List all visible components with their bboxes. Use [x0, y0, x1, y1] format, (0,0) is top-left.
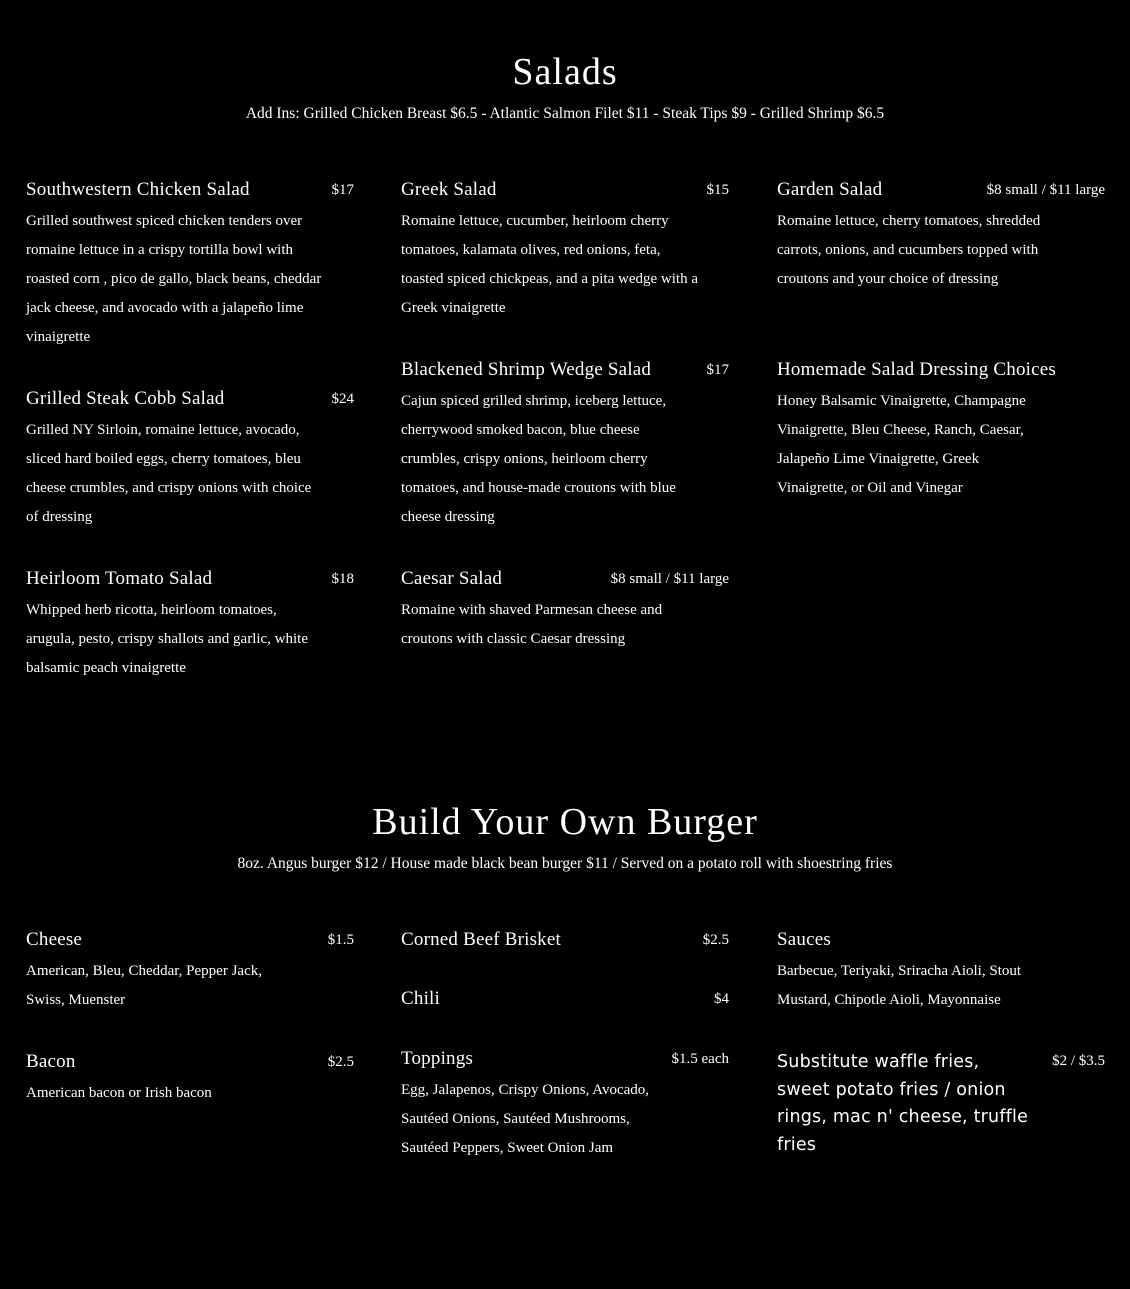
item-price: $4: [714, 991, 729, 1007]
item-name: Grilled Steak Cobb Salad: [26, 388, 225, 409]
item-name: Heirloom Tomato Salad: [26, 568, 213, 589]
menu-item: [401, 567, 729, 654]
menu-item: [401, 1047, 729, 1163]
item-name: Bacon: [26, 1051, 76, 1072]
item-price: $24: [331, 391, 354, 407]
item-name: Corned Beef Brisket: [401, 929, 561, 950]
menu-item: [401, 358, 729, 532]
menu-item: [401, 178, 729, 323]
item-price: $15: [706, 182, 729, 198]
item-price: $1.5 each: [671, 1051, 729, 1067]
burger-section: [0, 800, 1130, 874]
item-description: American, Bleu, Cheddar, Pepper Jack, Swiss, Muenster: [26, 963, 262, 1008]
item-description: Honey Balsamic Vinaigrette, Champagne Vinaigrette, Bleu Cheese, Ranch, Caesar, Jalapeño Lime Vinaigrette, Greek Vinaigrette, or Oil and Vinegar: [777, 393, 1026, 496]
menu-item: [26, 178, 354, 352]
item-name: Sauces: [777, 929, 831, 950]
item-description: Whipped herb ricotta, heirloom tomatoes, arugula, pesto, crispy shallots and garlic, white balsamic peach vinaigrette: [26, 602, 309, 676]
item-name: Caesar Salad: [401, 568, 503, 589]
item-name: Southwestern Chicken Salad: [26, 179, 250, 200]
menu-item: [26, 387, 354, 532]
salads-section: [0, 50, 1130, 124]
item-description: Romaine with shaved Parmesan cheese and croutons with classic Caesar dressing: [401, 602, 663, 647]
item-name: Garden Salad: [777, 179, 883, 200]
menu-item: [777, 178, 1105, 294]
menu-item: [26, 928, 354, 1015]
item-price: $8 small / $11 large: [610, 571, 729, 587]
item-price: $17: [331, 182, 354, 198]
menu-item: [777, 1049, 1105, 1159]
burger-subtitle: 8oz. Angus burger $12 / House made black bean burger $11 / Served on a potato roll with shoestring fries: [237, 855, 893, 872]
menu-item: [401, 987, 729, 1011]
item-name: Cheese: [26, 929, 83, 950]
menu-item: [777, 358, 1105, 503]
salads-subtitle: Add Ins: Grilled Chicken Breast $6.5 - Atlantic Salmon Filet $11 - Steak Tips $9 - Grilled Shrimp $6.5: [245, 105, 885, 122]
item-name: Greek Salad: [401, 179, 497, 200]
item-price: $2.5: [327, 1054, 354, 1070]
item-price: $17: [706, 362, 729, 378]
item-price: $18: [331, 571, 354, 587]
menu-item: [26, 567, 354, 683]
item-description: Barbecue, Teriyaki, Sriracha Aioli, Stout Mustard, Chipotle Aioli, Mayonnaise: [777, 963, 1022, 1008]
item-name: Substitute waffle fries, sweet potato fries / onion rings, mac n' cheese, truffle fries: [777, 1052, 1029, 1155]
menu-item: [401, 928, 729, 952]
item-price: $2 / $3.5: [1052, 1053, 1105, 1069]
item-name: Blackened Shrimp Wedge Salad: [401, 359, 652, 380]
item-description: Grilled NY Sirloin, romaine lettuce, avocado, sliced hard boiled eggs, cherry tomatoes, bleu cheese crumbles, and crispy onions with choice of dressing: [26, 422, 312, 525]
item-name: Chili: [401, 988, 441, 1009]
item-description: American bacon or Irish bacon: [26, 1085, 212, 1101]
menu-item: [777, 928, 1105, 1015]
item-description: Grilled southwest spiced chicken tenders over romaine lettuce in a crispy tortilla bowl with roasted corn , pico de gallo, black beans, cheddar jack cheese, and avocado with a jalapeño lime vinaigrette: [26, 213, 322, 345]
menu-item: [26, 1050, 354, 1108]
item-description: Romaine lettuce, cucumber, heirloom cherry tomatoes, kalamata olives, red onions, feta, toasted spiced chickpeas, and a pita wedge with a Greek vinaigrette: [401, 213, 698, 316]
item-description: Cajun spiced grilled shrimp, iceberg lettuce, cherrywood smoked bacon, blue cheese crumbles, crispy onions, heirloom cherry tomatoes, and house-made croutons with blue cheese dressing: [401, 393, 676, 525]
item-price: $1.5: [327, 932, 354, 948]
item-price: $2.5: [702, 932, 729, 948]
item-description: Romaine lettuce, cherry tomatoes, shredded carrots, onions, and cucumbers topped with croutons and your choice of dressing: [777, 213, 1041, 287]
item-price: $8 small / $11 large: [986, 182, 1105, 198]
item-name: Homemade Salad Dressing Choices: [777, 359, 1057, 380]
salads-title: Salads: [512, 51, 618, 93]
burger-title: Build Your Own Burger: [372, 801, 758, 843]
item-description: Egg, Jalapenos, Crispy Onions, Avocado, Sautéed Onions, Sautéed Mushrooms, Sautéed Peppers, Sweet Onion Jam: [401, 1082, 650, 1156]
item-name: Toppings: [401, 1048, 474, 1069]
